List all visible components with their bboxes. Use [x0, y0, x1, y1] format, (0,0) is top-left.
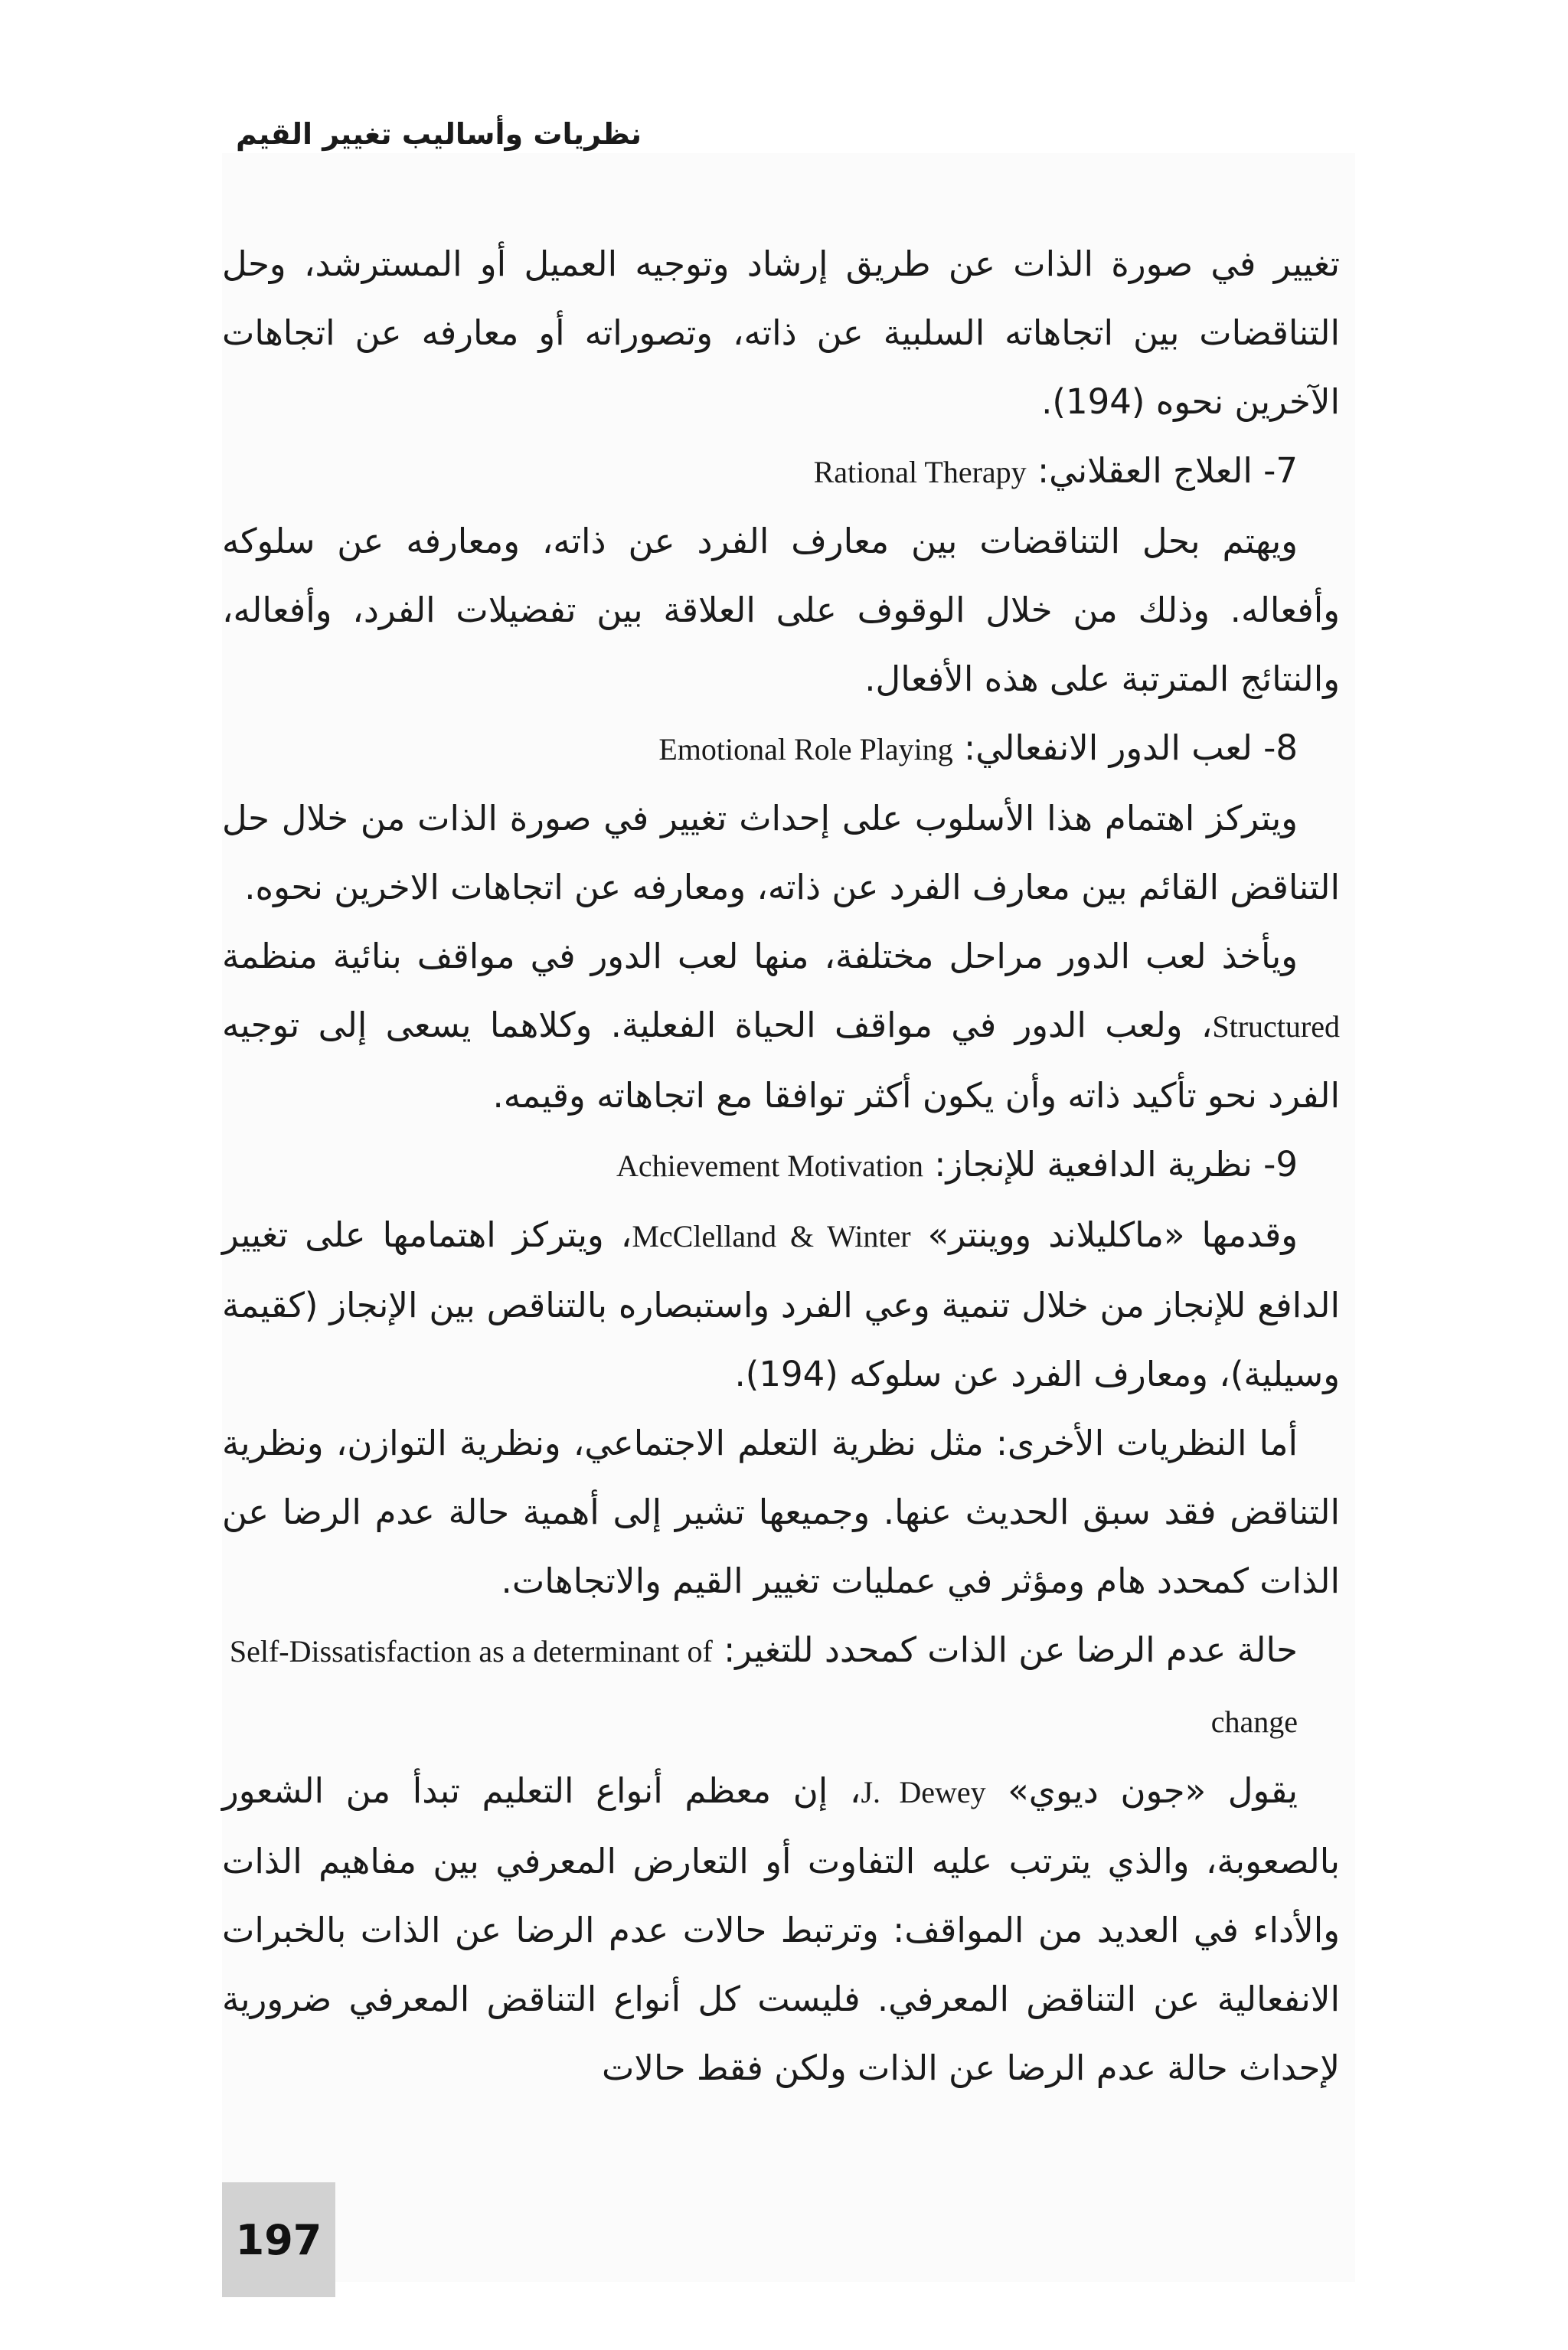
english-term: Structured [1212, 1009, 1340, 1044]
paragraph-text: ، ولعب الدور في مواقف الحياة الفعلية. وكلاهما يسعى إلى توجيه الفرد نحو تأكيد ذاته وأن يكون أكثر توافقا مع اتجاهاته وقيمه. [222, 1005, 1340, 1116]
paragraph-text: يقول «جون ديوي» [985, 1770, 1298, 1811]
heading-english: Rational Therapy [813, 455, 1027, 489]
section-heading-self-dissatisfaction [222, 1616, 1340, 1757]
running-head: نظريات وأساليب تغيير القيم [236, 117, 642, 151]
heading-english: Self-Dissatisfaction as a determinant of change [229, 1634, 1298, 1739]
paragraph-text: ويأخذ لعب الدور مراحل مختلفة، منها لعب الدور في مواقف بنائية منظمة [222, 936, 1298, 976]
heading-arabic: 9- نظرية الدافعية للإنجاز: [923, 1144, 1298, 1185]
heading-english: Emotional Role Playing [658, 732, 953, 766]
page-number-box [222, 2182, 335, 2297]
paragraph: أما النظريات الأخرى: مثل نظرية التعلم الاجتماعي، ونظرية التوازن، ونظرية التناقض فقد سبق الحديث عنها. وجميعها تشير إلى أهمية حالة عدم الرضا عن الذات كمحدد هام ومؤثر في عمليات تغيير القيم والاتجاهات. [222, 1423, 1340, 1601]
heading-english: Achievement Motivation [616, 1149, 923, 1183]
heading-arabic: 8- لعب الدور الانفعالي: [952, 727, 1298, 768]
heading-arabic: 7- العلاج العقلاني: [1026, 450, 1298, 491]
english-term: McClelland & Winter [632, 1219, 911, 1253]
paragraph [222, 1757, 1340, 2103]
section-heading-role-playing [222, 714, 1340, 784]
body-text [222, 230, 1340, 2103]
paragraph [222, 1201, 1340, 1409]
paragraph-text: ، ويتركز اهتمامها على تغيير الدافع للإنجاز من خلال تنمية وعي الفرد واستبصاره بالتناقص بين الإنجاز (كقيمة وسيلية)، ومعارف الفرد عن سلوكه (194). [222, 1214, 1340, 1394]
paragraph-text: ، إن معظم أنواع التعليم تبدأ من الشعور بالصعوبة، والذي يترتب عليه التفاوت أو التعارض المعرفي بين مفاهيم الذات والأداء في العديد من المواقف: وترتبط حالات عدم الرضا عن الذات بالخبرات الانفعالية عن التناقض المعرفي. فليست كل أنواع التناقض المعرفي ضرورية لإحداث حالة عدم الرضا عن الذات ولكن فقط حالات [222, 1770, 1340, 2088]
section-heading-rational-therapy [222, 436, 1340, 507]
paragraph: ويتركز اهتمام هذا الأسلوب على إحداث تغيير في صورة الذات من خلال حل التناقض القائم بين معارف الفرد عن ذاته، ومعارفه عن اتجاهات الاخرين نحوه. [222, 798, 1340, 907]
paragraph: ويهتم بحل التناقضات بين معارف الفرد عن ذاته، ومعارفه عن سلوكه وأفعاله. وذلك من خلال الوقوف على العلاقة بين تفضيلات الفرد، وأفعاله، والنتائج المترتبة على هذه الأفعال. [222, 521, 1340, 699]
english-term: J. Dewey [861, 1775, 986, 1809]
section-heading-achievement-motivation [222, 1130, 1340, 1201]
heading-arabic: حالة عدم الرضا عن الذات كمحدد للتغير: [712, 1629, 1298, 1670]
page-number: 197 [235, 2215, 322, 2264]
paragraph-text: وقدمها «ماكليلاند ووينتر» [910, 1214, 1298, 1255]
paragraph [222, 922, 1340, 1130]
paragraph: تغيير في صورة الذات عن طريق إرشاد وتوجيه العميل أو المسترشد، وحل التناقضات بين اتجاهاته السلبية عن ذاته، وتصوراته أو معارفه عن اتجاهات الآخرين نحوه (194). [222, 243, 1340, 422]
